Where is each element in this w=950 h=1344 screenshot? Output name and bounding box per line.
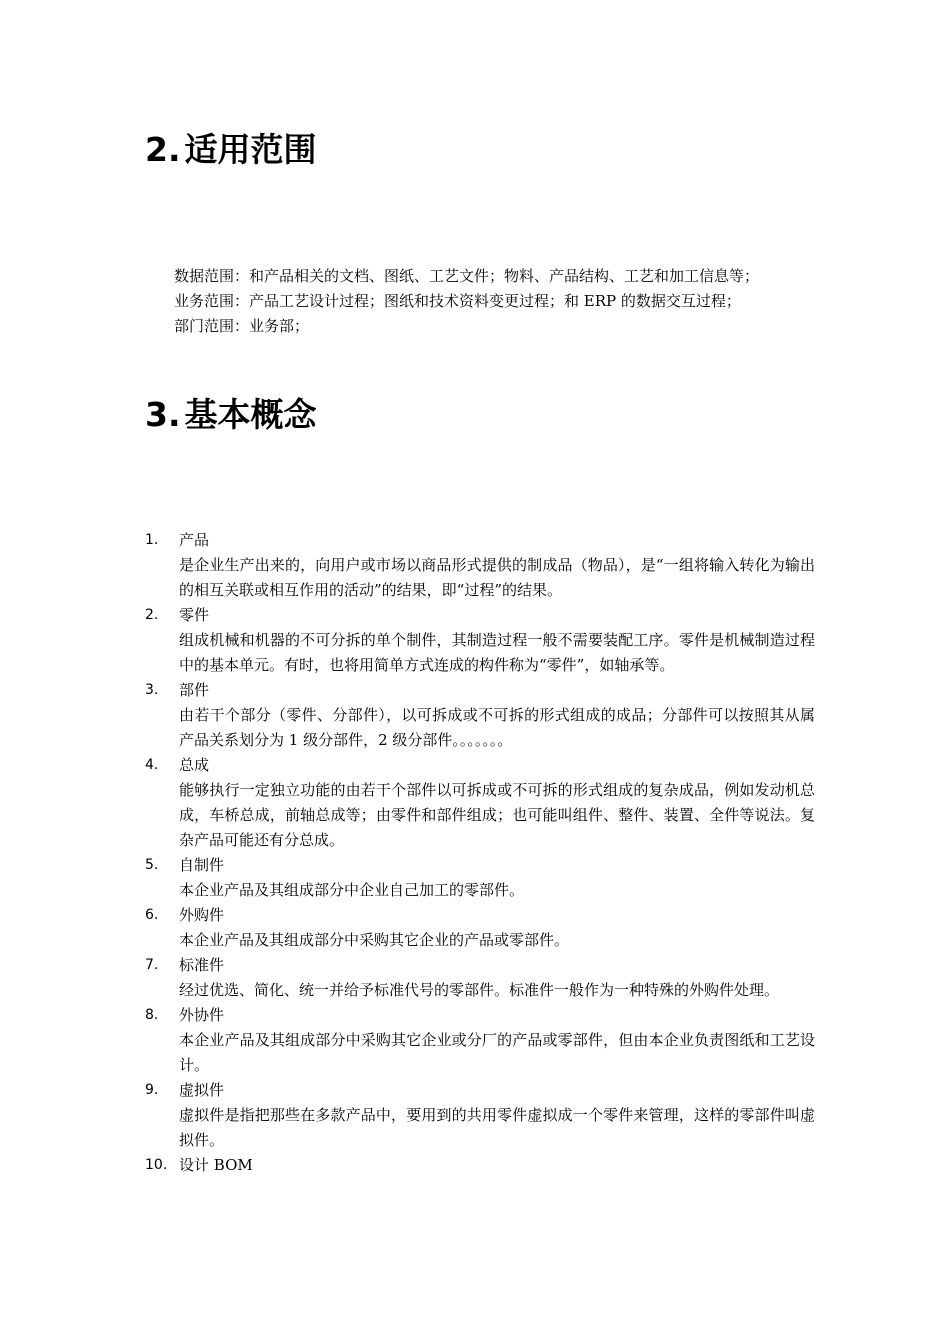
list-item-number: 5. (145, 857, 159, 873)
list-item-term: 外购件 (179, 906, 225, 924)
concept-list (145, 528, 815, 1178)
list-item-number: 3. (145, 682, 159, 698)
list-item (145, 1078, 815, 1153)
list-item-term: 总成 (179, 756, 210, 774)
list-item-definition: 能够执行一定独立功能的由若干个部件以可拆成或不可拆的形式组成的复杂成品，例如发动机总成，车桥总成，前轴总成等；由零件和部件组成；也可能叫组件、整件、装置、全件等说法。复杂产品可能还有分总成。 (179, 781, 815, 849)
list-item-definition: 本企业产品及其组成部分中企业自己加工的零部件。 (179, 881, 525, 899)
list-item-number: 2. (145, 607, 159, 623)
list-item-number: 1. (145, 532, 159, 548)
list-item-term: 部件 (179, 681, 210, 699)
list-item (145, 753, 815, 853)
list-item-definition: 本企业产品及其组成部分中采购其它企业的产品或零部件。 (179, 931, 570, 949)
list-item (145, 1003, 815, 1078)
list-item-definition: 经过优选、简化、统一并给予标准代号的零部件。标准件一般作为一种特殊的外购件处理。 (179, 981, 780, 999)
list-item (145, 678, 815, 753)
list-item-number: 6. (145, 907, 159, 923)
list-item (145, 853, 815, 903)
list-item-number: 4. (145, 757, 159, 773)
list-item (145, 953, 815, 1003)
list-item-definition: 本企业产品及其组成部分中采购其它企业或分厂的产品或零部件，但由本企业负责图纸和工艺设计。 (179, 1031, 815, 1074)
list-item (145, 1153, 815, 1178)
list-item-definition: 虚拟件是指把那些在多款产品中，要用到的共用零件虚拟成一个零件来管理，这样的零部件叫虚拟件。 (179, 1106, 815, 1149)
list-item-number: 9. (145, 1082, 159, 1098)
scope-department-range: 部门范围：业务部； (174, 317, 310, 335)
list-item-term: 产品 (179, 531, 210, 549)
list-item (145, 603, 815, 678)
list-item (145, 528, 815, 603)
scope-business-range: 业务范围：产品工艺设计过程；图纸和技术资料变更过程；和 ERP 的数据交互过程； (174, 292, 741, 310)
scope-paragraphs (174, 264, 814, 339)
list-item-definition: 是企业生产出来的，向用户或市场以商品形式提供的制成品（物品），是“一组将输入转化为输出的相互关联或相互作用的活动”的结果，即“过程”的结果。 (179, 556, 815, 599)
list-item-term: 外协件 (179, 1006, 225, 1024)
list-item-term: 自制件 (179, 856, 225, 874)
list-item-number: 7. (145, 957, 159, 973)
list-item-term: 零件 (179, 606, 210, 624)
list-item-definition: 由若干个部分（零件、分部件），以可拆成或不可拆的形式组成的成品；分部件可以按照其从属产品关系划分为 1 级分部件，2 级分部件。。。。。。。 (179, 706, 815, 749)
list-item-term: 设计 BOM (179, 1156, 253, 1174)
scope-data-range: 数据范围：和产品相关的文档、图纸、工艺文件；物料、产品结构、工艺和加工信息等； (174, 267, 760, 285)
list-item (145, 903, 815, 953)
section-title: 基本概念 (184, 395, 317, 434)
section-heading-concepts (145, 395, 317, 435)
list-item-definition: 组成机械和机器的不可分拆的单个制件，其制造过程一般不需要装配工序。零件是机械制造过程中的基本单元。有时，也将用简单方式连成的构件称为“零件”，如轴承等。 (179, 631, 815, 674)
list-item-number: 8. (145, 1007, 159, 1023)
list-item-term: 虚拟件 (179, 1081, 225, 1099)
section-title: 适用范围 (184, 130, 317, 169)
section-heading-scope (145, 130, 317, 170)
section-number: 3. (145, 395, 181, 434)
list-item-term: 标准件 (179, 956, 225, 974)
list-item-number: 10. (145, 1157, 168, 1173)
section-number: 2. (145, 130, 181, 169)
